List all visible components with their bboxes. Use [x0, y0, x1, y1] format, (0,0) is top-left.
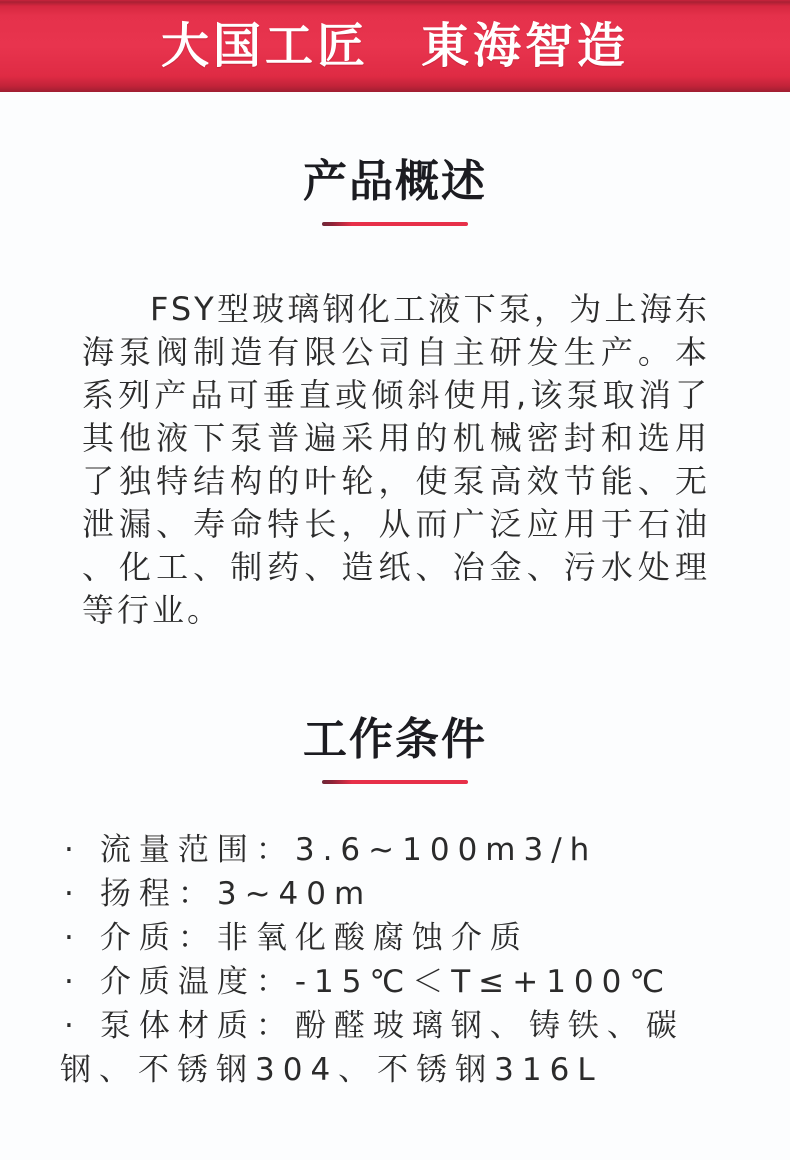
banner-title: 大国工匠 東海智造	[160, 18, 629, 74]
paragraph-line: 泄漏、寿命特长，从而广泛应用于石油	[82, 505, 710, 543]
brand-banner	[0, 0, 790, 92]
conditions-title-underline-accent	[322, 780, 468, 784]
spec-text: 泵体材质：酚醛玻璃钢、铸铁、碳钢、不锈钢304、不锈钢316L	[60, 1008, 685, 1088]
bullet-icon: ·	[64, 920, 82, 956]
paragraph-line: 系列产品可垂直或倾斜使用,该泵取消了	[82, 376, 710, 414]
spec-text: 流量范围：3.6~100m3/h	[99, 832, 598, 868]
overview-section	[0, 156, 790, 632]
spec-text: 介质温度：-15℃＜T≤+100℃	[99, 964, 673, 1000]
bullet-icon: ·	[64, 1008, 82, 1044]
spec-text: 介质：非氧化酸腐蚀介质	[99, 920, 529, 956]
spec-item-head	[60, 872, 750, 916]
bullet-icon: ·	[64, 964, 82, 1000]
spec-item-pump-body-material	[60, 1004, 750, 1092]
paragraph-line: 海泵阀制造有限公司自主研发生产。本	[82, 333, 710, 371]
spec-text: 扬程：3~40m	[99, 876, 373, 912]
paragraph-line: 、化工、制药、造纸、冶金、污水处理	[82, 548, 710, 586]
paragraph-line: FSY型玻璃钢化工液下泵，为上海东	[150, 290, 710, 328]
overview-paragraph	[82, 288, 710, 632]
overview-section-title: 产品概述	[303, 156, 487, 207]
spec-item-medium-temperature	[60, 960, 750, 1004]
bullet-icon: ·	[64, 876, 82, 912]
spec-list	[60, 828, 750, 1092]
bullet-icon: ·	[64, 832, 82, 868]
spec-item-medium	[60, 916, 750, 960]
paragraph-line: 其他液下泵普遍采用的机械密封和选用	[82, 419, 710, 457]
conditions-section-title: 工作条件	[303, 714, 487, 765]
paragraph-line: 了独特结构的叶轮，使泵高效节能、无	[82, 462, 710, 500]
spec-item-flow-range	[60, 828, 750, 872]
paragraph-line: 等行业。	[82, 591, 223, 629]
working-conditions-section	[0, 714, 790, 1092]
overview-title-underline-accent	[322, 222, 468, 226]
